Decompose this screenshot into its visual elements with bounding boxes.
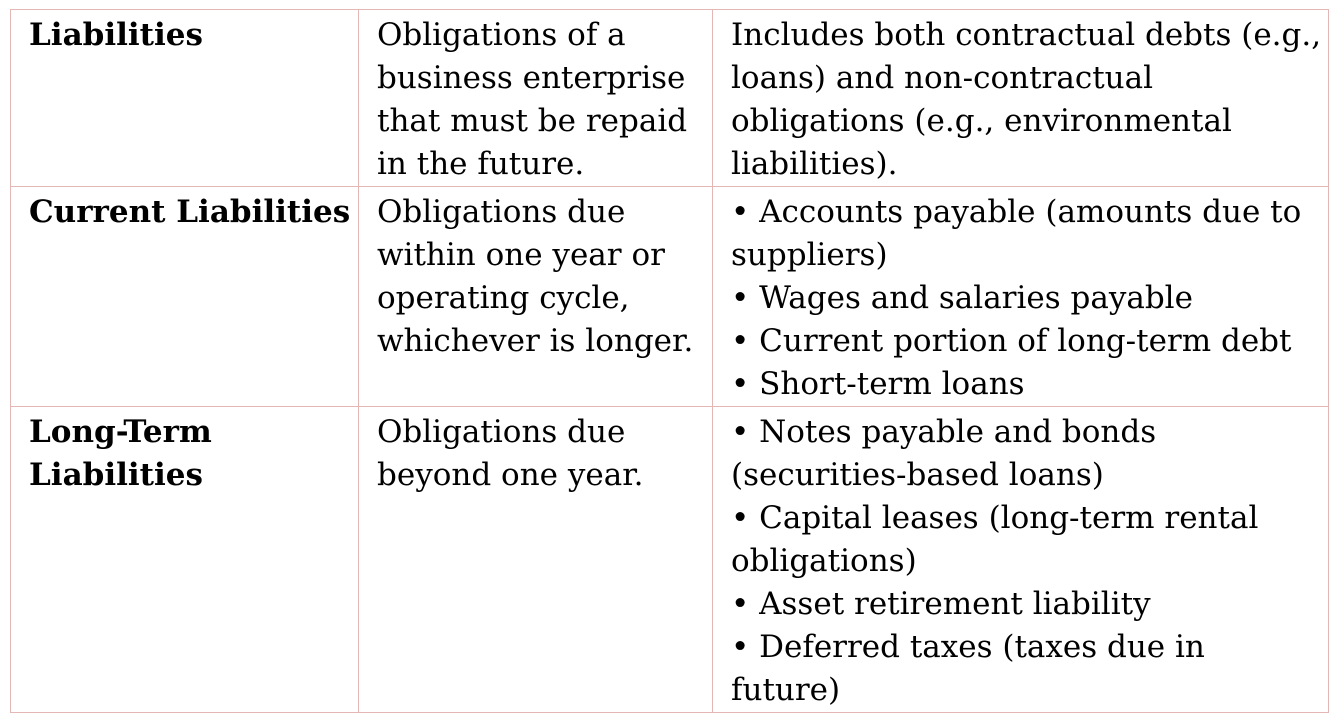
term-cell: [11, 10, 359, 187]
details-line: • Asset retirement liability: [731, 586, 1151, 622]
table-row: [11, 10, 1329, 187]
definition-line: in the future.: [377, 146, 585, 182]
definition-line: whichever is longer.: [377, 323, 694, 359]
details-line: • Accounts payable (amounts due to: [731, 194, 1302, 230]
term-line: Liabilities: [29, 457, 203, 493]
definition-cell: [359, 187, 713, 407]
definition-line: business enterprise: [377, 60, 686, 96]
definition-line: within one year or: [377, 237, 665, 273]
details-line: • Notes payable and bonds: [731, 414, 1157, 450]
term-cell: [11, 407, 359, 713]
details-line: loans) and non-contractual: [731, 60, 1154, 96]
details-cell: [713, 10, 1329, 187]
details-line: • Short-term loans: [731, 366, 1025, 402]
definition-line: Obligations due: [377, 414, 626, 450]
details-cell: [713, 407, 1329, 713]
table-row: [11, 187, 1329, 407]
details-cell: [713, 187, 1329, 407]
definition-line: beyond one year.: [377, 457, 644, 493]
details-line: Includes both contractual debts (e.g.,: [731, 17, 1322, 53]
details-line: (securities-based loans): [731, 457, 1104, 493]
term-line: Current Liabilities: [29, 194, 351, 230]
table-row: [11, 407, 1329, 713]
details-line: liabilities).: [731, 146, 898, 182]
term-line: Liabilities: [29, 17, 203, 53]
definition-cell: [359, 10, 713, 187]
details-line: obligations (e.g., environmental: [731, 103, 1232, 139]
term-line: Long-Term: [29, 414, 212, 450]
definition-line: that must be repaid: [377, 103, 688, 139]
term-cell: [11, 187, 359, 407]
details-line: • Current portion of long-term debt: [731, 323, 1292, 359]
definition-line: operating cycle,: [377, 280, 630, 316]
details-line: • Capital leases (long-term rental: [731, 500, 1259, 536]
details-line: future): [731, 672, 841, 708]
details-line: suppliers): [731, 237, 888, 273]
definition-line: Obligations due: [377, 194, 626, 230]
liabilities-table: [10, 9, 1329, 713]
definition-cell: [359, 407, 713, 713]
details-line: • Deferred taxes (taxes due in: [731, 629, 1205, 665]
details-line: obligations): [731, 543, 917, 579]
details-line: • Wages and salaries payable: [731, 280, 1193, 316]
definition-line: Obligations of a: [377, 17, 626, 53]
